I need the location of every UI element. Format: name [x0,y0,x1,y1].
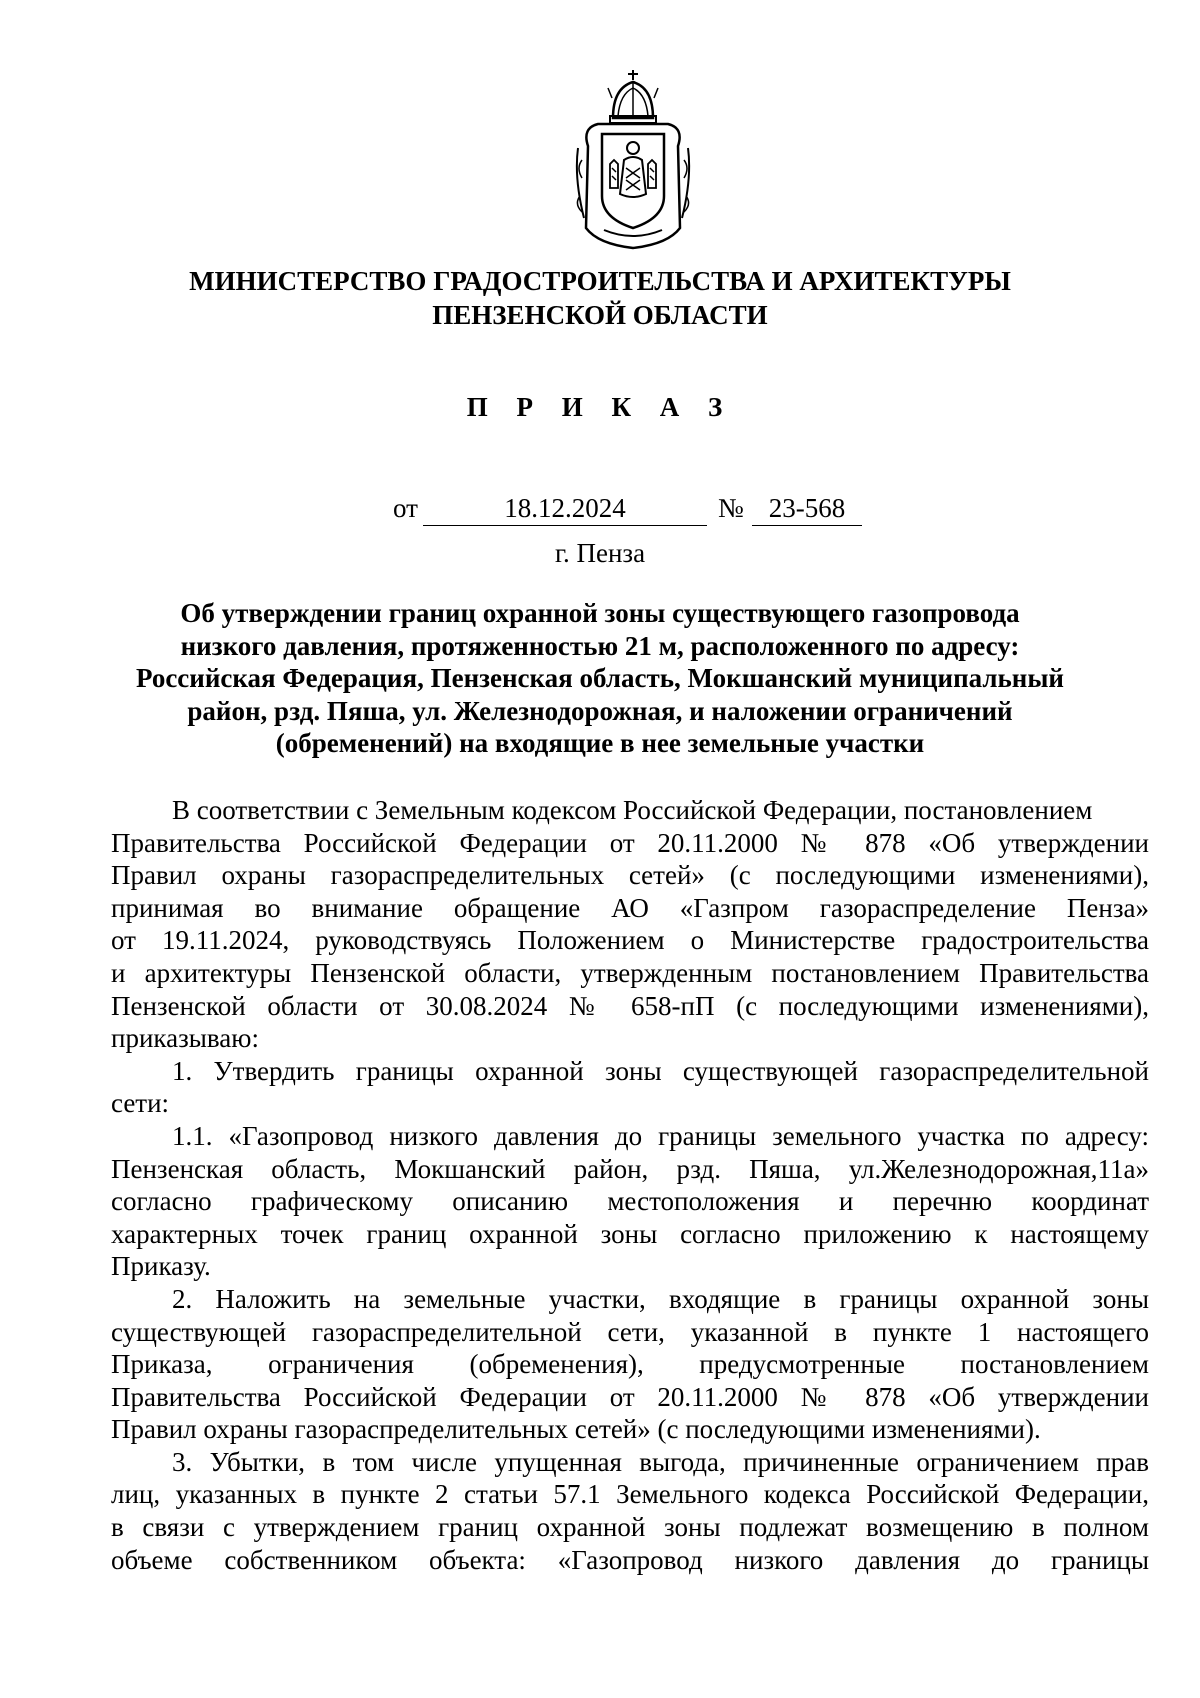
body-line: Правительства Российской Федерации от 20.11.2000 № 878 «Об утверждении [111,1381,1149,1412]
title-line: (обременений) на входящие в нее земельные участки [275,728,925,759]
order-date: 18.12.2024 [423,491,707,526]
title-line: Российская Федерация, Пензенская область, Мокшанский муниципальный [136,663,1064,694]
body-line: Приказа, ограничения (обременения), предусмотренные постановлением [111,1349,1149,1380]
ministry-name-line-2: ПЕНЗЕНСКОЙ ОБЛАСТИ [432,300,768,330]
number-prefix: № [718,493,744,523]
body-line: 1.1. «Газопровод низкого давления до границы земельного участка по адресу: [172,1120,1149,1151]
date-prefix: от [393,493,418,523]
body-line: Правительства Российской Федерации от 20.11.2000 № 878 «Об утверждении [111,827,1149,858]
body-line: приказываю: [111,1023,259,1054]
body-line: объеме собственником объекта: «Газопровод низкого давления до границы [111,1544,1149,1575]
body-line: сети: [111,1088,170,1119]
ministry-name-line-1: МИНИСТЕРСТВО ГРАДОСТРОИТЕЛЬСТВА И АРХИТЕКТУРЫ [189,266,1011,296]
ministry-name [0,264,1200,332]
body-line: 2. Наложить на земельные участки, входящие в границы охранной зоны [172,1283,1149,1314]
penza-coat-of-arms-emblem [568,68,698,250]
body-line: В соответствии с Земельным кодексом Российской Федерации, постановлением [172,795,1093,825]
body-line: в связи с утверждением границ охранной зоны подлежат возмещению в полном [111,1512,1149,1543]
body-line: принимая во внимание обращение АО «Газпром газораспределение Пенза» [111,892,1149,923]
body-line: существующей газораспределительной сети, указанной в пункте 1 настоящего [111,1316,1149,1347]
body-line: Приказу. [111,1251,211,1282]
body-line: согласно графическому описанию местоположения и перечню координат [111,1186,1149,1217]
body-line: от 19.11.2024, руководствуясь Положением о Министерстве градостроительства [111,925,1149,956]
city: г. Пенза [554,538,646,568]
body-line: лиц, указанных в пункте 2 статьи 57.1 Земельного кодекса Российской Федерации, [111,1479,1149,1510]
title-line: низкого давления, протяженностью 21 м, расположенного по адресу: [180,630,1020,661]
title-line: Об утверждении границ охранной зоны существующего газопровода [180,598,1020,628]
body-line: 1. Утвердить границы охранной зоны существующей газораспределительной [172,1055,1149,1086]
document-type-heading: П Р И К А З [466,392,734,422]
body-line: Правил охраны газораспределительных сетей» (с последующими изменениями), [111,860,1149,891]
body-line: 3. Убытки, в том числе упущенная выгода, причиненные ограничением прав [172,1446,1149,1477]
body-line: Пензенской области от 30.08.2024 № 658-пП (с последующими изменениями), [111,990,1149,1021]
body-line: характерных точек границ охранной зоны согласно приложению к настоящему [111,1218,1149,1249]
body-line: Пензенская область, Мокшанский район, рзд. Пяша, ул.Железнодорожная,11а» [111,1153,1149,1184]
order-title [120,597,1080,760]
order-body [111,794,1149,1576]
order-number: 23-568 [752,491,862,526]
body-line: Правил охраны газораспределительных сетей» (с последующими изменениями). [111,1414,1041,1445]
body-line: и архитектуры Пензенской области, утвержденным постановлением Правительства [111,957,1149,988]
title-line: район, рзд. Пяша, ул. Железнодорожная, и наложении ограничений [187,695,1013,726]
